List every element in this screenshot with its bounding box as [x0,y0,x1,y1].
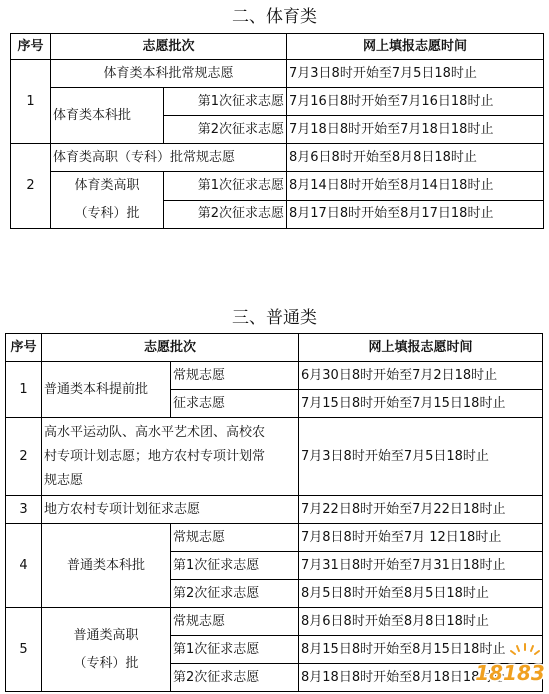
row-number: 1 [11,60,51,144]
time-cell: 8月6日8时开始至8月8日18时止 [299,608,543,636]
time-cell: 7月8日8时开始至7月 12日18时止 [299,524,543,552]
row-number: 2 [6,418,42,496]
time-cell: 8月15日8时开始至8月15日18时止 [299,636,543,664]
batch-label [42,608,171,692]
watermark-logo-icon [473,640,547,690]
header-time: 网上填报志愿时间 [287,34,544,60]
batch-label-line: （专科）批 [74,206,140,221]
sub-batch-label: 第2次征求志愿 [164,200,287,229]
batch-label: 体育类高职（专科）批常规志愿 [51,144,287,172]
batch-label-line: 普通类高职 [73,627,139,643]
sub-batch-label: 常规志愿 [171,608,299,636]
header-batch: 志愿批次 [42,334,299,362]
header-no: 序号 [11,34,51,60]
table-row [6,496,543,524]
batch-label-line: 规志愿 [44,472,84,488]
table-row [11,88,544,116]
watermark-text: 18183 [475,661,545,685]
time-cell: 7月3日8时开始至7月5日18时止 [287,60,544,88]
time-cell: 8月17日8时开始至8月17日18时止 [287,200,544,229]
sub-batch-label: 第1次征求志愿 [171,552,299,580]
sub-batch-label: 第2次征求志愿 [171,580,299,608]
sub-batch-label: 征求志愿 [171,390,299,418]
batch-label-line: 高水平运动队、高水平艺术团、高校农 [44,424,266,440]
time-cell: 6月30日8时开始至7月2日18时止 [299,362,543,390]
section-title: 三、普通类 [232,308,317,328]
time-cell: 8月14日8时开始至8月14日18时止 [287,172,544,201]
header-time: 网上填报志愿时间 [299,334,543,362]
row-number: 1 [6,362,42,418]
table-row [11,60,544,88]
sub-batch-label: 第1次征求志愿 [164,88,287,116]
batch-label: 普通类本科批 [42,524,171,608]
sub-batch-label: 常规志愿 [171,524,299,552]
sub-batch-label: 第1次征求志愿 [164,172,287,201]
table-row [6,418,543,496]
sub-batch-label: 常规志愿 [171,362,299,390]
batch-label: 地方农村专项计划征求志愿 [42,496,299,524]
watermark-logo [473,640,547,690]
section-title: 二、体育类 [232,7,317,27]
table-header-row [6,334,543,362]
time-cell: 8月6日8时开始至8月8日18时止 [287,144,544,172]
header-batch: 志愿批次 [51,34,287,60]
batch-label [51,172,164,229]
row-number: 3 [6,496,42,524]
time-cell: 7月3日8时开始至7月5日18时止 [299,418,543,496]
batch-label-line: 体育类高职 [74,178,140,193]
header-no: 序号 [6,334,42,362]
time-cell: 7月15日8时开始至7月15日18时止 [299,390,543,418]
time-cell: 7月22日8时开始至7月22日18时止 [299,496,543,524]
time-cell: 7月18日8时开始至7月18日18时止 [287,116,544,144]
table-row [6,608,543,636]
sub-batch-label: 第1次征求志愿 [171,636,299,664]
batch-label: 体育类本科批 [51,88,164,144]
table-row [11,144,544,172]
batch-label: 普通类本科提前批 [42,362,171,418]
sub-batch-label: 第2次征求志愿 [164,116,287,144]
batch-label-line: 村专项计划志愿；地方农村专项计划常 [44,448,266,464]
time-cell: 8月5日8时开始至8月5日18时止 [299,580,543,608]
table-header-row [11,34,544,60]
sports-schedule-table [10,33,544,229]
sunburst-rays-icon [511,644,539,654]
row-number: 4 [6,524,42,608]
batch-label: 体育类本科批常规志愿 [51,60,287,88]
row-number: 5 [6,608,42,692]
row-number: 2 [11,144,51,229]
general-schedule-table [5,333,543,692]
sub-batch-label: 第2次征求志愿 [171,664,299,692]
batch-label [42,418,299,496]
table-row [6,362,543,390]
batch-label-line: （专科）批 [73,655,139,671]
table-row [6,524,543,552]
time-cell: 8月18日8时开始至8月18日18时止 [299,664,543,692]
time-cell: 7月16日8时开始至7月16日18时止 [287,88,544,116]
time-cell: 7月31日8时开始至7月31日18时止 [299,552,543,580]
table-row [11,172,544,201]
